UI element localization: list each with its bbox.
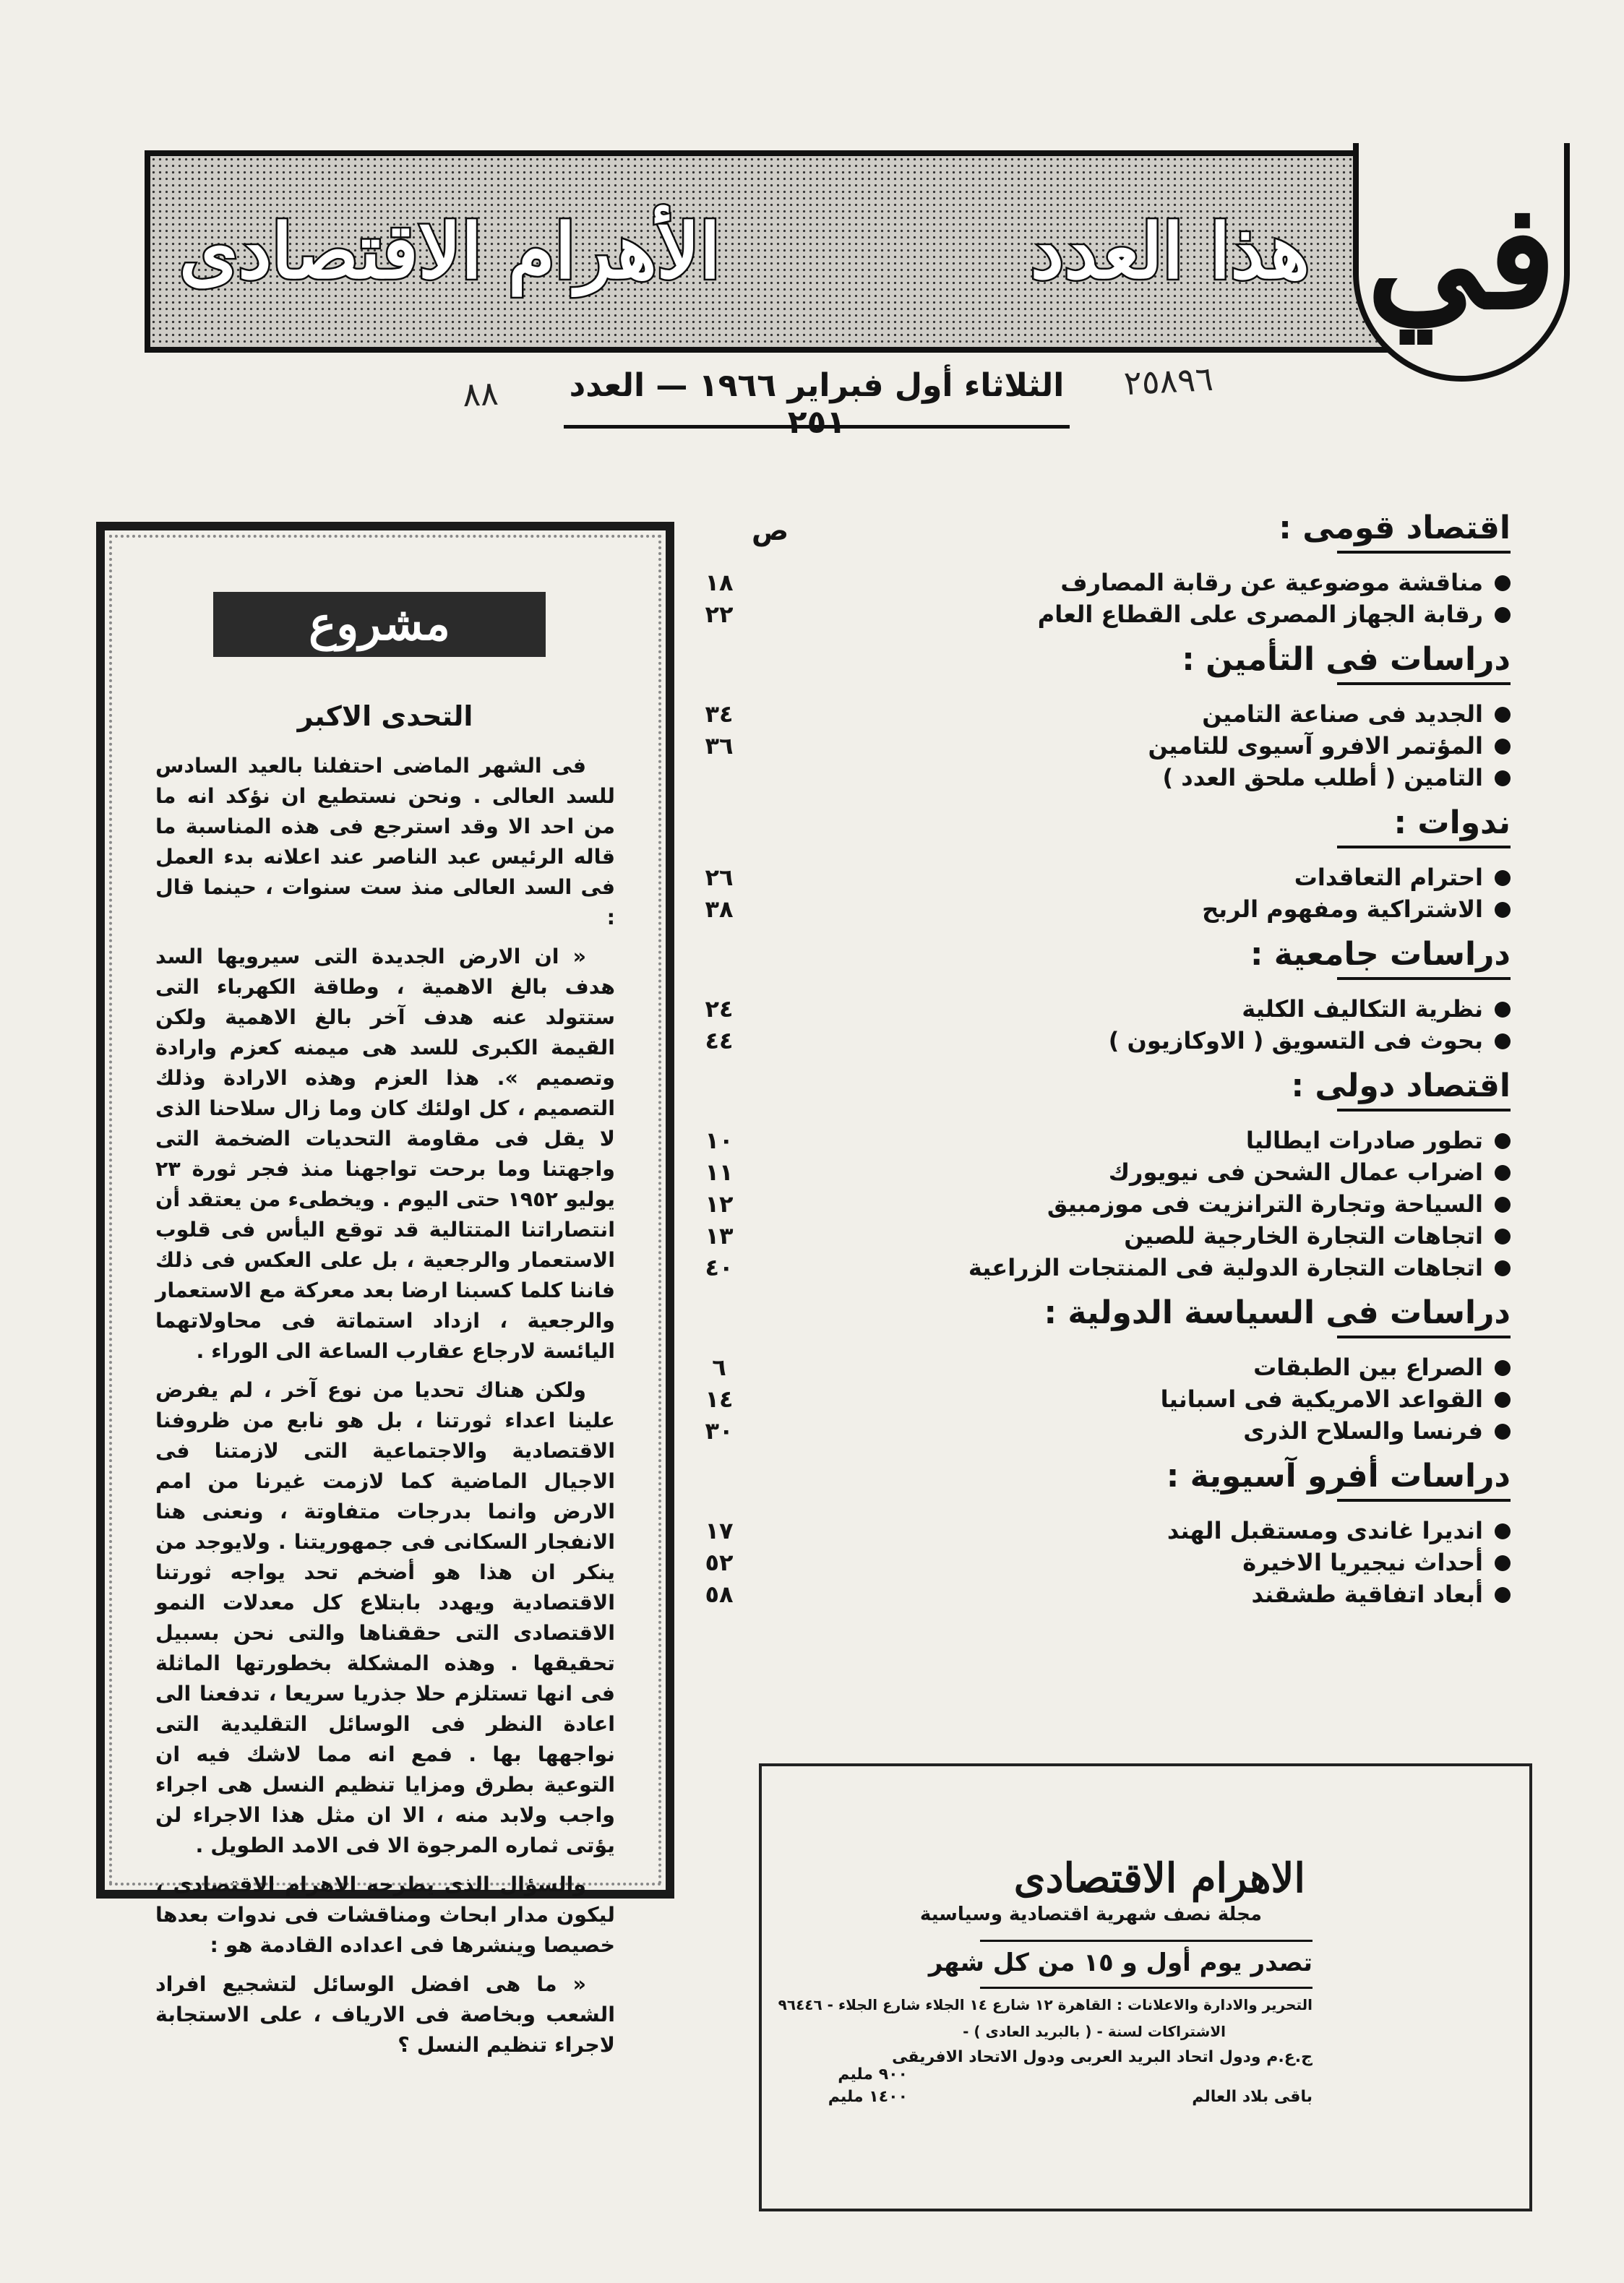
toc-section	[705, 932, 1511, 1057]
sidebar-paragraph: فى الشهر الماضى احتفلنا بالعيد السادس للسد العالى . ونحن نستطيع ان نؤكد انه ما من احد الا وقد استرجع فى هذه المناسبة ما قاله الرئيس عبد الناصر عند اعلانه بدء العمل فى السد العالى منذ ست سنوات ، حينما قال :	[155, 754, 615, 929]
ad-divider	[980, 1987, 1312, 1989]
section-divider	[1337, 551, 1511, 554]
magazine-subtitle: مجلة نصف شهرية اقتصادية وسياسية	[919, 1904, 1262, 1925]
toc-entry-label: أحداث نيجيريا الاخيرة	[1242, 1549, 1483, 1576]
toc-entry[interactable]	[705, 598, 1511, 630]
toc-section	[705, 1291, 1511, 1447]
bullet-icon	[1495, 575, 1511, 591]
toc-section-title: ندوات :	[1393, 804, 1511, 841]
section-divider	[1337, 682, 1511, 685]
bullet-icon	[1495, 870, 1511, 886]
bullet-icon	[1495, 1197, 1511, 1213]
issue-date-line: الثلاثاء أول فبراير ١٩٦٦ — العدد ٢٥١	[564, 367, 1070, 429]
toc-entry-page: ٦	[712, 1354, 726, 1381]
sidebar-paragraph: ولكن هناك تحديا من نوع آخر ، لم يفرض علينا اعداء ثورتنا ، بل هو نابع من ظروفنا الاقتصادية والاجتماعية التى لازمتنا فى الاجيال الماضية كما لازمت غيرنا من امم الارض وانما بدرجات متفاوتة ، ونعنى هنا الانفجار السكانى فى جمهوريتنا . ولايوجد من ينكر ان هذا هو أضخم تحد يواجه ثورتنا الاقتصادية ويهدد بابتلاع كل معدلات النمو الاقتصادى التى حققناها والتى نحن بسبيل تحقيقها . وهذه المشكلة بخطورتها الماثلة فى انها تستلزم حلا جذريا سريعا ، تدفعنا الى اعادة النظر فى الوسائل التقليدية التى نواجهها بها . فمع انه مما لاشك فيه ان التوعية بطرق ومزايا تنظيم النسل هى اجراء واجب ولابد منه ، الا ان مثل هذا الاجراء لن يؤتى ثماره المرجوة الا فى الامد الطويل .	[155, 1378, 615, 1857]
bullet-icon	[1495, 1587, 1511, 1603]
toc-entry-label: اتجاهات التجارة الخارجية للصين	[1124, 1222, 1483, 1250]
toc-entry-page: ٣٨	[705, 895, 734, 923]
toc-entry[interactable]	[705, 1156, 1511, 1188]
toc-entry[interactable]	[708, 1351, 1511, 1383]
toc-entry-label: المؤتمر الافرو آسيوى للتامين	[1148, 732, 1483, 760]
toc-section	[705, 506, 1511, 630]
page-column-header: ص	[752, 515, 789, 546]
toc-section-title: دراسات جامعية :	[1250, 936, 1511, 973]
toc-entry[interactable]	[705, 861, 1511, 893]
toc-entry-label: فرنسا والسلاح الذرى	[1243, 1417, 1483, 1445]
toc-section	[705, 801, 1511, 925]
bullet-icon	[1495, 1133, 1511, 1149]
toc-entry-page: ١٣	[705, 1222, 734, 1250]
toc-entry[interactable]	[705, 1547, 1511, 1578]
magazine-info-box	[759, 1763, 1532, 2211]
toc-section	[705, 1454, 1511, 1610]
bullet-icon	[1495, 1165, 1511, 1181]
toc-entry-page: ٣٠	[705, 1417, 734, 1445]
toc-entry-label: القواعد الامريكية فى اسبانيا	[1160, 1385, 1483, 1413]
toc-entry-label: احترام التعاقدات	[1294, 864, 1483, 891]
toc-entry-label: السياحة وتجارة الترانزيت فى موزمبيق	[1047, 1190, 1483, 1218]
bullet-icon	[1495, 707, 1511, 723]
address-line: التحرير والادارة والاعلانات : القاهرة ١٢ شارع ١٤ الجلاء شارع الجلاء - ٩٦٤٤٦	[778, 1996, 1312, 2013]
toc-entry-label: التامين ( أطلب ملحق العدد )	[1162, 764, 1483, 791]
bullet-icon	[1495, 1002, 1511, 1018]
toc-entry[interactable]	[705, 1515, 1511, 1547]
toc-entry[interactable]	[705, 1220, 1511, 1252]
magazine-title: الاهرام الاقتصادى	[1013, 1854, 1305, 1902]
toc-entry-page: ٤٤	[705, 1027, 734, 1054]
toc-entry-label: رقابة الجهاز المصرى على القطاع العام	[1037, 601, 1483, 628]
bullet-icon	[1495, 1229, 1511, 1244]
toc-section-title: اقتصاد دولى :	[1291, 1067, 1511, 1104]
bullet-icon	[1495, 1555, 1511, 1571]
toc-entry-page: ١٢	[705, 1190, 734, 1218]
toc-entry-label: الجديد فى صناعة التامين	[1202, 700, 1483, 728]
toc-entry-label: أبعاد اتفاقية طشقند	[1251, 1581, 1483, 1608]
publication-frequency: تصدر يوم أول و ١٥ من كل شهر	[928, 1948, 1312, 1977]
toc-entry[interactable]	[708, 762, 1511, 794]
masthead-banner	[145, 150, 1557, 353]
toc-entry-label: نظرية التكاليف الكلية	[1242, 995, 1483, 1023]
sidebar-body	[155, 751, 615, 2069]
toc-entry-page: ١٧	[705, 1517, 734, 1544]
handwritten-note-right: ٢٥٨٩٦	[1122, 358, 1214, 403]
toc-entry-label: مناقشة موضوعية عن رقابة المصارف	[1060, 569, 1483, 596]
bullet-icon	[1495, 1360, 1511, 1376]
sidebar-paragraph: والسؤال الذى يطرحه الاهرام الاقتصادى ، ليكون مدار ابحاث ومناقشات فى ندوات بعدها خصيصا وينشرها فى اعداده القادمة هو :	[155, 1873, 615, 1957]
section-divider	[1337, 846, 1511, 848]
masthead-title: الأهرام الاقتصادى	[179, 207, 721, 296]
bullet-icon	[1495, 1424, 1511, 1440]
toc-entry-label: الاشتراكية ومفهوم الربح	[1202, 895, 1483, 923]
toc-entry-page: ٢٢	[705, 601, 734, 628]
bullet-icon	[1495, 1260, 1511, 1276]
toc-entry-page: ٣٤	[705, 700, 734, 728]
toc-entry[interactable]	[705, 1578, 1511, 1610]
toc-entry-page: ٥٨	[705, 1581, 734, 1608]
sidebar-paragraph: « ان الارض الجديدة التى سيرويها السد هدف بالغ الاهمية ، وطاقة الكهرباء التى ستتولد عنه هدف آخر بالغ الاهمية ولكن القيمة الكبرى للسد هى ميمنه كعزم وارادة وتصميم ». هذا العزم وهذه الارادة وذلك التصميم ، كل اولئك كان وما زال سلاحنا الذى لا يقل فى مقاومة التحديات الضخمة التى واجهتنا وما برحت تواجهنا منذ فجر ثورة ٢٣ يوليو ١٩٥٢ حتى اليوم . ويخطىء من يعتقد أن انتصاراتنا المتتالية قد توقع اليأس فى قلوب الاستعمار والرجعية ، بل على العكس فى ذلك فاننا كلما كسبنا ارضا بعد معركة مع الاستعمار والرجعية ، ازداد استماتة فى محاولاتهما اليائسة لارجاع عقارب الساعة الى الوراء .	[155, 945, 615, 1363]
toc-entry-label: اضراب عمال الشحن فى نيويورك	[1108, 1158, 1483, 1186]
section-divider	[1337, 1499, 1511, 1502]
toc-entry-page: ٢٤	[705, 995, 734, 1023]
toc-entry-page: ١٤	[705, 1385, 734, 1413]
toc-entry[interactable]	[705, 730, 1511, 762]
toc-entry-label: بحوث فى التسويق ( الاوكازيون )	[1108, 1027, 1483, 1054]
bullet-icon	[1495, 902, 1511, 918]
in-this-issue-title: هذا العدد	[1030, 207, 1310, 296]
bullet-icon	[1495, 1523, 1511, 1539]
handwritten-note-left: ٨٨	[461, 373, 499, 415]
price-world: ١٤٠٠ مليم	[828, 2088, 908, 2106]
toc-entry[interactable]	[705, 993, 1511, 1025]
bullet-icon	[1495, 1392, 1511, 1408]
bullet-icon	[1495, 770, 1511, 786]
toc-entry[interactable]	[705, 567, 1511, 598]
toc-section	[705, 637, 1511, 794]
price-label-world: باقى بلاد العالم	[1192, 2088, 1312, 2106]
ad-divider	[980, 1940, 1312, 1942]
toc-entry-page: ٥٢	[705, 1549, 734, 1576]
subscriptions-label: الاشتراكات لسنة - ( بالبريد العادى ) -	[963, 2023, 1226, 2040]
toc-entry[interactable]	[705, 1252, 1511, 1284]
toc-entry-page: ٣٦	[705, 732, 734, 760]
sidebar-paragraph: « ما هى افضل الوسائل لتشجيع افراد الشعب وبخاصة فى الارياف ، على الاستجابة لاجراء تنظيم النسل ؟	[155, 1972, 615, 2057]
toc-entry[interactable]	[705, 1188, 1511, 1220]
toc-entry-page: ١٨	[705, 569, 734, 596]
toc-entry-label: انديرا غاندى ومستقبل الهند	[1167, 1517, 1483, 1544]
toc-section-title: دراسات فى التأمين :	[1182, 641, 1511, 678]
toc-entry-label: اتجاهات التجارة الدولية فى المنتجات الزراعية	[968, 1254, 1483, 1281]
toc-section-title: دراسات أفرو آسيوية :	[1166, 1458, 1511, 1495]
fi-emblem	[1353, 143, 1570, 382]
fi-emblem-text: في	[1366, 172, 1557, 342]
bullet-icon	[1495, 607, 1511, 623]
price-label-arab: ج.ع.م ودول اتحاد البريد العربى ودول الاتحاد الافريقى	[892, 2048, 1312, 2066]
toc-entry[interactable]	[705, 893, 1511, 925]
bullet-icon	[1495, 739, 1511, 754]
toc-section	[705, 1064, 1511, 1284]
table-of-contents	[705, 506, 1511, 1617]
toc-entry-page: ١١	[705, 1158, 734, 1186]
toc-entry[interactable]	[705, 1125, 1511, 1156]
bullet-icon	[1495, 1033, 1511, 1049]
price-arab: ٩٠٠ مليم	[838, 2065, 908, 2084]
toc-entry[interactable]	[705, 1383, 1511, 1415]
toc-entry-page: ٤٠	[705, 1254, 734, 1281]
section-divider	[1337, 1336, 1511, 1338]
toc-entry-page: ٢٦	[705, 864, 734, 891]
toc-entry-label: الصراع بين الطبقات	[1253, 1354, 1483, 1381]
toc-entry[interactable]	[705, 1415, 1511, 1447]
toc-entry-label: تطور صادرات ايطاليا	[1245, 1127, 1483, 1154]
toc-entry[interactable]	[705, 1025, 1511, 1057]
section-divider	[1337, 1109, 1511, 1112]
project-banner: مشروع	[213, 592, 546, 657]
toc-section-title: اقتصاد قومى :	[1279, 510, 1511, 546]
project-sidebar	[96, 522, 674, 2057]
sidebar-heading: التحدى الاكبر	[297, 700, 473, 732]
toc-section-title: دراسات فى السياسة الدولية :	[1044, 1294, 1511, 1331]
toc-entry[interactable]	[705, 698, 1511, 730]
section-divider	[1337, 977, 1511, 980]
toc-entry-page: ١٠	[705, 1127, 734, 1154]
